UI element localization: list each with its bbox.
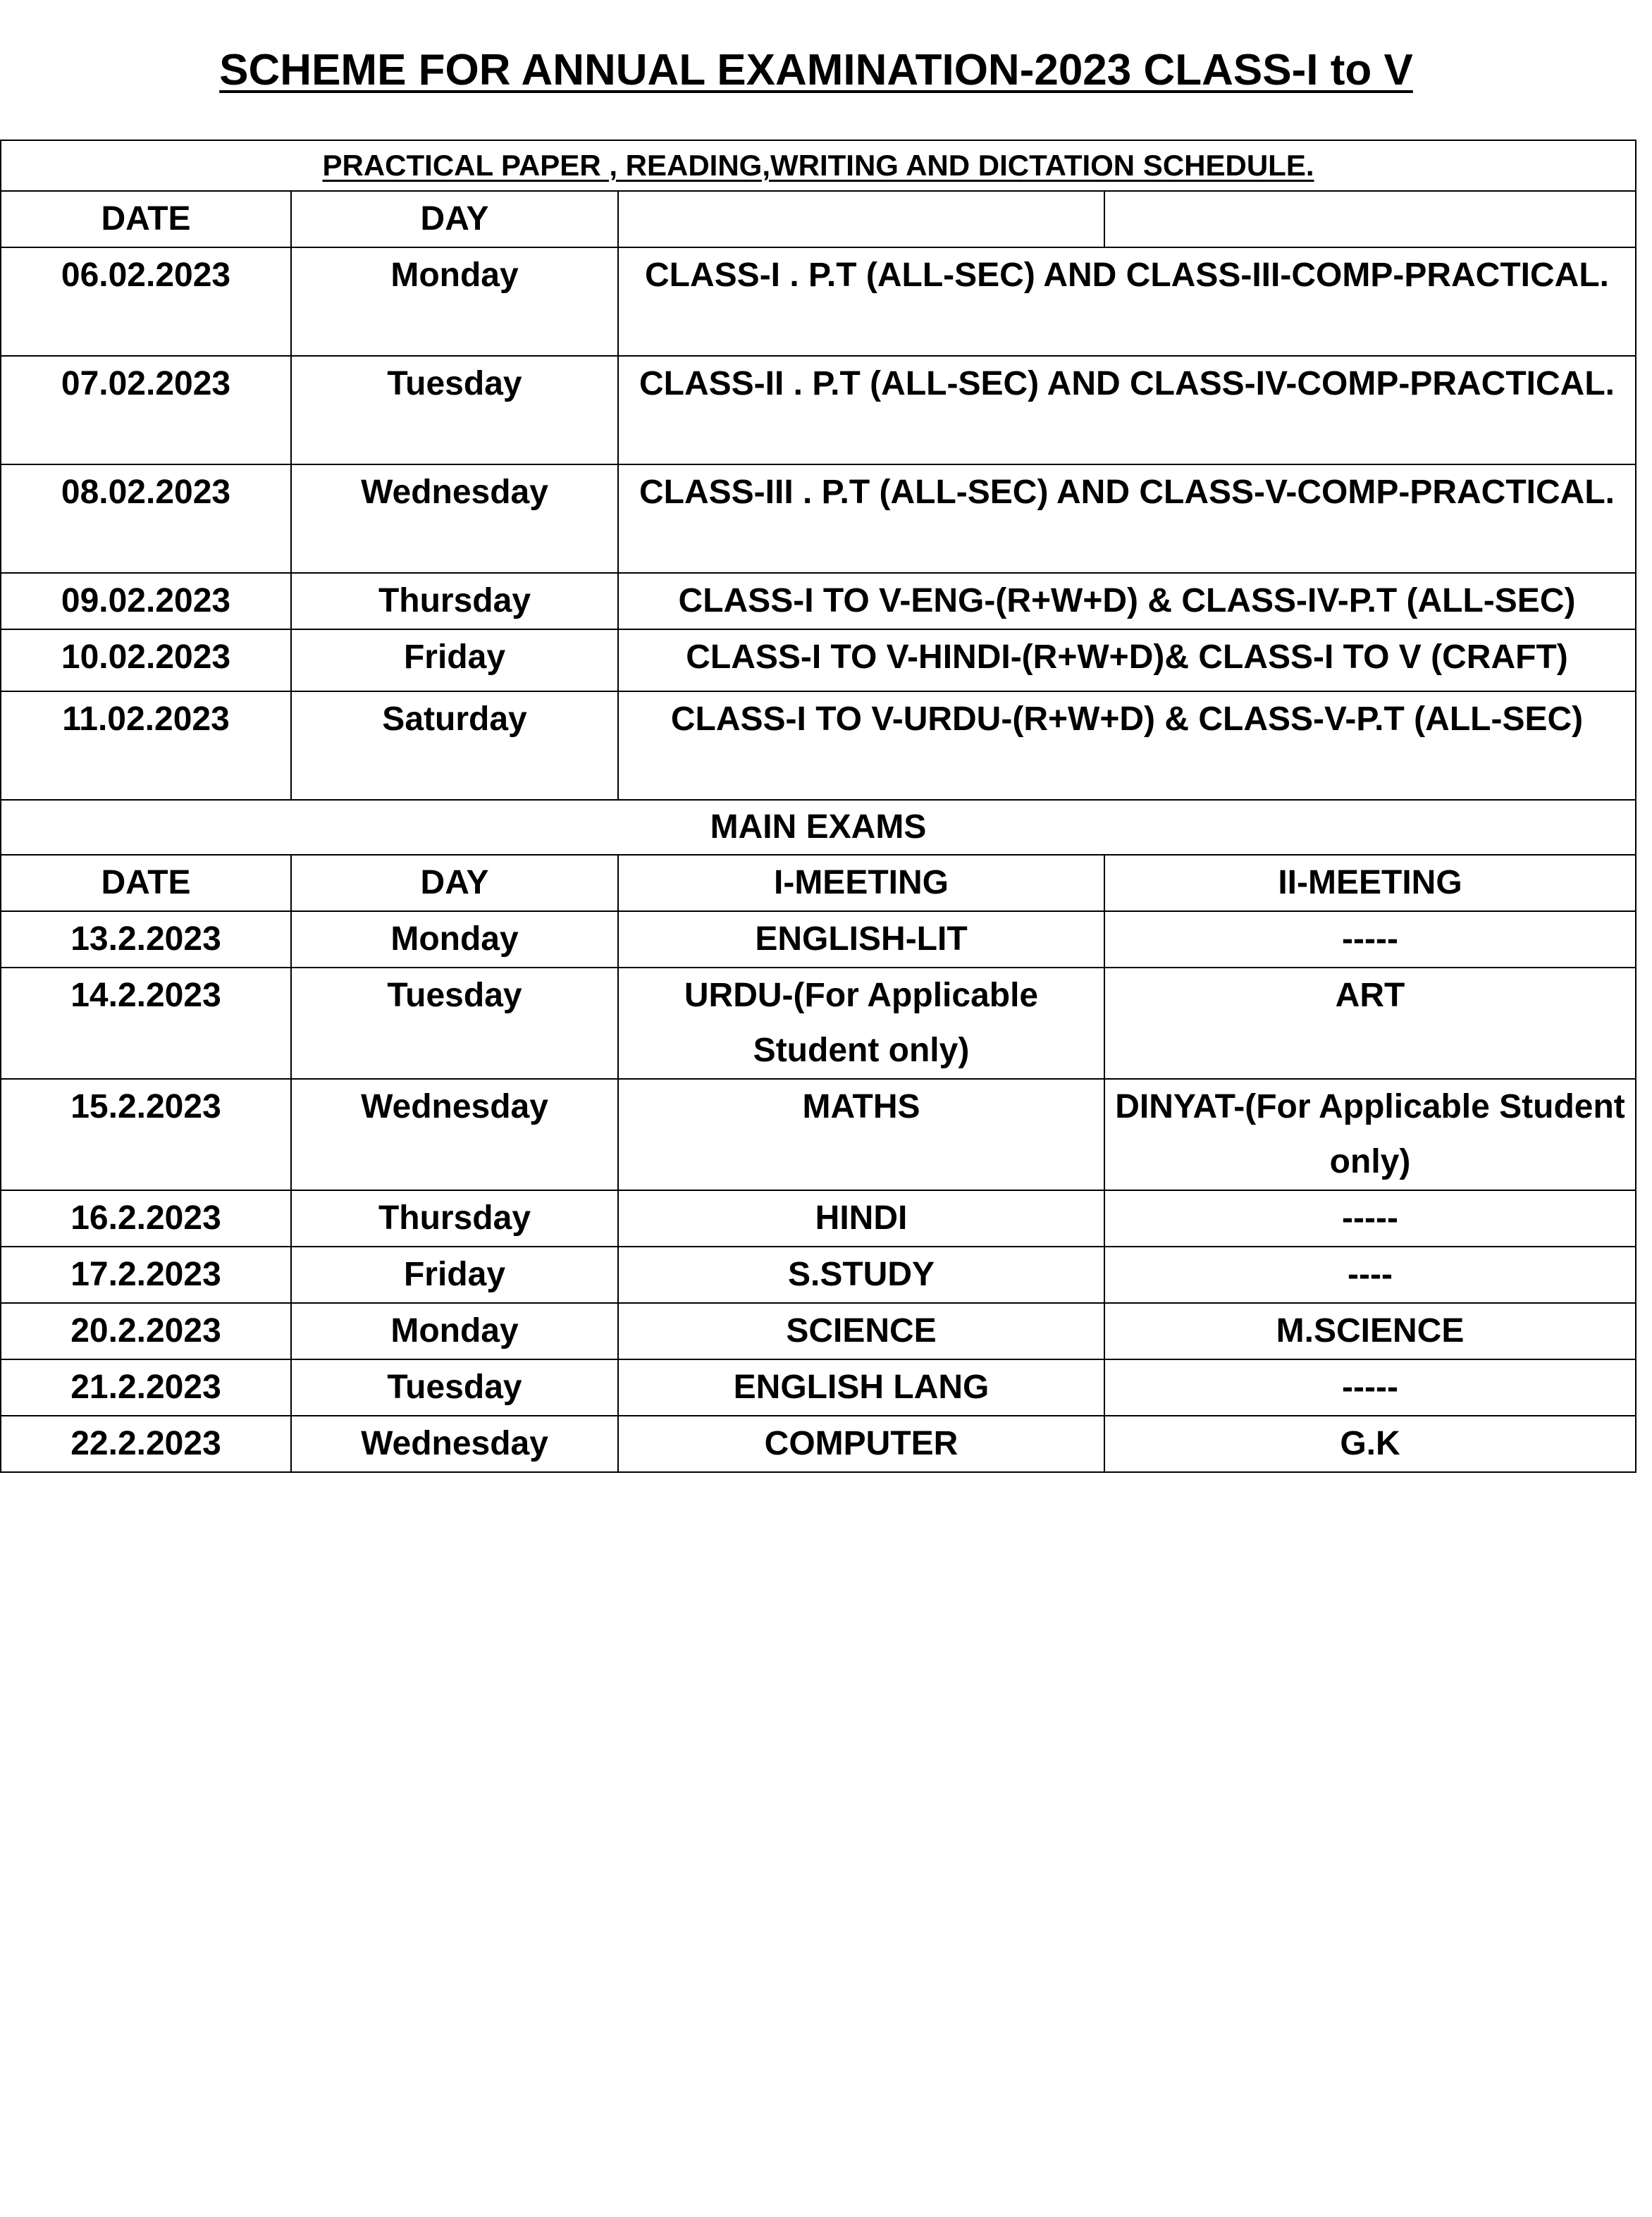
date-cell: 08.02.2023	[1, 464, 291, 573]
day-cell: Saturday	[291, 691, 618, 800]
date-cell: 21.2.2023	[1, 1359, 291, 1416]
day-cell: Tuesday	[291, 968, 618, 1079]
ii-meeting-cell: -----	[1104, 911, 1636, 968]
page-title: SCHEME FOR ANNUAL EXAMINATION-2023 CLASS-I to V	[219, 46, 1413, 94]
i-meeting-cell: ENGLISH LANG	[618, 1359, 1104, 1416]
date-cell: 15.2.2023	[1, 1079, 291, 1190]
header-date: DATE	[1, 855, 291, 911]
practical-detail-cell: CLASS-I TO V-ENG-(R+W+D) & CLASS-IV-P.T (ALL-SEC)	[618, 573, 1636, 629]
practical-banner-row	[1, 140, 1636, 191]
i-meeting-cell: URDU-(For Applicable Student only)	[618, 968, 1104, 1079]
date-cell: 20.2.2023	[1, 1303, 291, 1359]
i-meeting-cell: ENGLISH-LIT	[618, 911, 1104, 968]
date-cell: 16.2.2023	[1, 1190, 291, 1247]
day-cell: Tuesday	[291, 1359, 618, 1416]
day-cell: Monday	[291, 911, 618, 968]
table-row	[1, 1416, 1636, 1472]
day-cell: Wednesday	[291, 1079, 618, 1190]
ii-meeting-cell: ART	[1104, 968, 1636, 1079]
header-ii-meeting: II-MEETING	[1104, 855, 1636, 911]
practical-header-row	[1, 191, 1636, 247]
day-cell: Wednesday	[291, 1416, 618, 1472]
table-row	[1, 629, 1636, 691]
ii-meeting-cell: -----	[1104, 1359, 1636, 1416]
header-day: DAY	[291, 855, 618, 911]
main-exams-header-row	[1, 855, 1636, 911]
i-meeting-cell: SCIENCE	[618, 1303, 1104, 1359]
day-cell: Friday	[291, 1247, 618, 1303]
day-cell: Thursday	[291, 1190, 618, 1247]
day-cell: Friday	[291, 629, 618, 691]
date-cell: 07.02.2023	[1, 356, 291, 464]
day-cell: Monday	[291, 247, 618, 356]
date-cell: 06.02.2023	[1, 247, 291, 356]
day-cell: Thursday	[291, 573, 618, 629]
date-cell: 14.2.2023	[1, 968, 291, 1079]
i-meeting-cell: HINDI	[618, 1190, 1104, 1247]
practical-detail-cell: CLASS-I . P.T (ALL-SEC) AND CLASS-III-COMP-PRACTICAL.	[618, 247, 1636, 356]
day-cell: Monday	[291, 1303, 618, 1359]
practical-detail-cell: CLASS-I TO V-HINDI-(R+W+D)& CLASS-I TO V (CRAFT)	[618, 629, 1636, 691]
table-row	[1, 1359, 1636, 1416]
date-cell: 10.02.2023	[1, 629, 291, 691]
ii-meeting-cell: ----	[1104, 1247, 1636, 1303]
table-row	[1, 464, 1636, 573]
exam-schedule-table	[0, 140, 1636, 1473]
practical-detail-cell: CLASS-II . P.T (ALL-SEC) AND CLASS-IV-COMP-PRACTICAL.	[618, 356, 1636, 464]
ii-meeting-cell: -----	[1104, 1190, 1636, 1247]
table-row	[1, 1190, 1636, 1247]
header-blank-4	[1104, 191, 1636, 247]
date-cell: 13.2.2023	[1, 911, 291, 968]
i-meeting-cell: COMPUTER	[618, 1416, 1104, 1472]
header-i-meeting: I-MEETING	[618, 855, 1104, 911]
table-row	[1, 1247, 1636, 1303]
practical-detail-cell: CLASS-I TO V-URDU-(R+W+D) & CLASS-V-P.T (ALL-SEC)	[618, 691, 1636, 800]
main-exams-heading: MAIN EXAMS	[1, 800, 1636, 855]
ii-meeting-cell: G.K	[1104, 1416, 1636, 1472]
date-cell: 22.2.2023	[1, 1416, 291, 1472]
ii-meeting-cell: M.SCIENCE	[1104, 1303, 1636, 1359]
i-meeting-cell: S.STUDY	[618, 1247, 1104, 1303]
i-meeting-cell: MATHS	[618, 1079, 1104, 1190]
table-row	[1, 1303, 1636, 1359]
day-cell: Tuesday	[291, 356, 618, 464]
date-cell: 11.02.2023	[1, 691, 291, 800]
table-row	[1, 1079, 1636, 1190]
date-cell: 09.02.2023	[1, 573, 291, 629]
table-row	[1, 691, 1636, 800]
table-row	[1, 356, 1636, 464]
main-exams-heading-row	[1, 800, 1636, 855]
day-cell: Wednesday	[291, 464, 618, 573]
header-day: DAY	[291, 191, 618, 247]
practical-banner: PRACTICAL PAPER , READING,WRITING AND DICTATION SCHEDULE.	[1, 140, 1636, 191]
table-row	[1, 968, 1636, 1079]
header-blank-3	[618, 191, 1104, 247]
ii-meeting-cell: DINYAT-(For Applicable Student only)	[1104, 1079, 1636, 1190]
practical-detail-cell: CLASS-III . P.T (ALL-SEC) AND CLASS-V-COMP-PRACTICAL.	[618, 464, 1636, 573]
date-cell: 17.2.2023	[1, 1247, 291, 1303]
table-row	[1, 573, 1636, 629]
table-row	[1, 911, 1636, 968]
header-date: DATE	[1, 191, 291, 247]
table-row	[1, 247, 1636, 356]
